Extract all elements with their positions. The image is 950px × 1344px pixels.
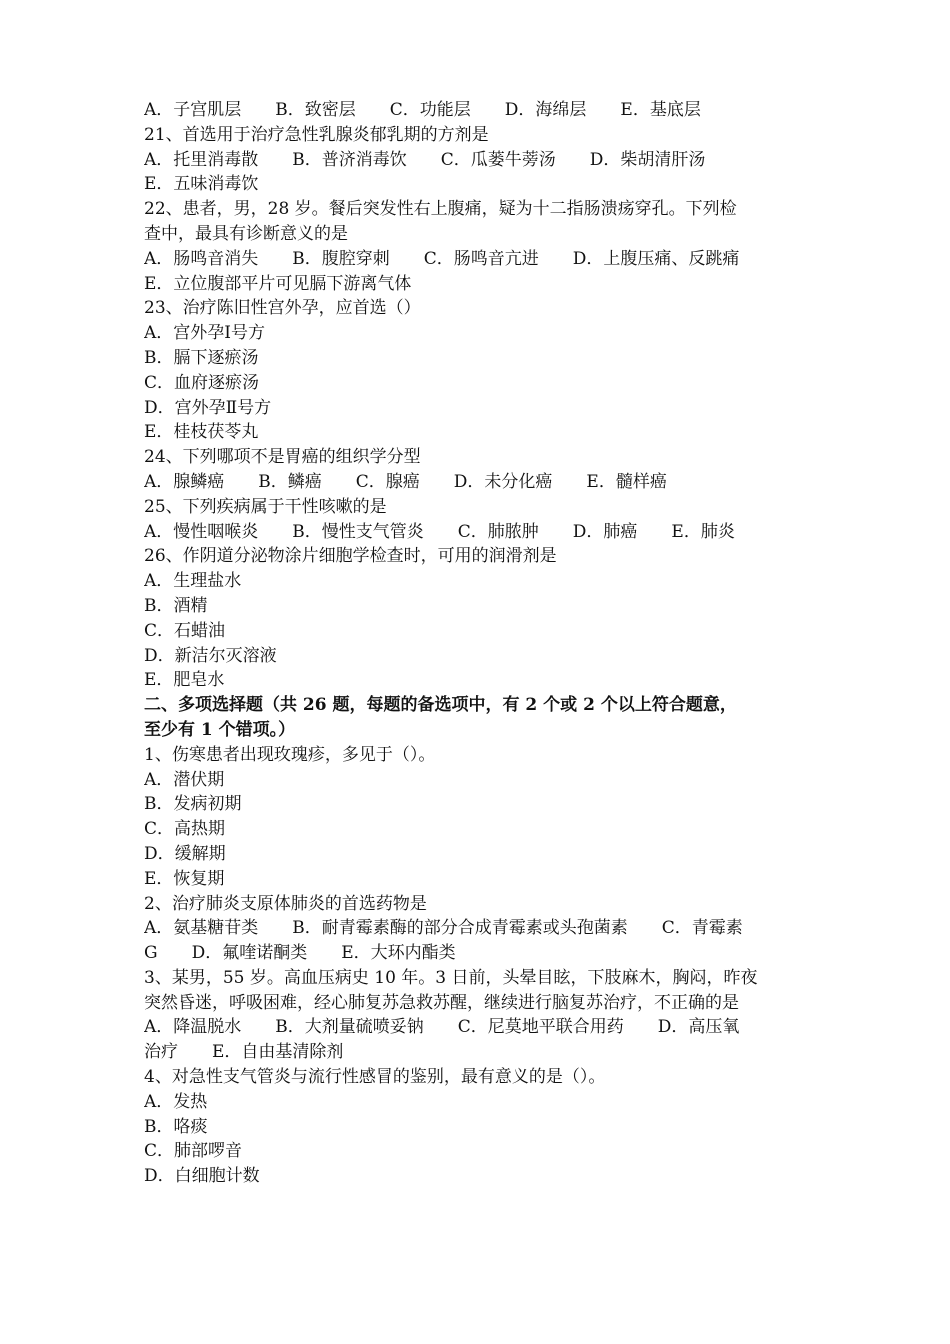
text-line: C．血府逐瘀汤 [144, 372, 260, 393]
text-line: B．膈下逐瘀汤 [144, 347, 259, 368]
text-line: 1、伤寒患者出现玫瑰疹，多见于（）。 [144, 744, 436, 765]
text-line: A．慢性咽喉炎 B．慢性支气管炎 C．肺脓肿 D．肺癌 E．肺炎 [144, 521, 735, 542]
text-line: B．咯痰 [144, 1116, 208, 1137]
document-page [144, 98, 814, 1189]
text-line: D．缓解期 [144, 843, 226, 864]
text-line: 4、对急性支气管炎与流行性感冒的鉴别，最有意义的是（）。 [144, 1067, 606, 1088]
text-line: 21、首选用于治疗急性乳腺炎郁乳期的方剂是 [144, 124, 489, 145]
text-line: 突然昏迷，呼吸困难，经心肺复苏急救苏醒，继续进行脑复苏治疗，不正确的是 [144, 992, 739, 1013]
text-line: E．五味消毒饮 [144, 174, 259, 195]
text-line: 24、下列哪项不是胃癌的组织学分型 [144, 447, 421, 468]
text-line: 治疗 E．自由基清除剂 [144, 1042, 344, 1063]
text-line: C．石蜡油 [144, 620, 226, 641]
text-line: D．白细胞计数 [144, 1166, 260, 1187]
text-line: A．发热 [144, 1091, 208, 1112]
text-line: A．生理盐水 [144, 571, 242, 592]
text-line: E．桂枝茯苓丸 [144, 422, 259, 443]
text-line: 25、下列疾病属于干性咳嗽的是 [144, 496, 387, 517]
text-line: A．降温脱水 B．大剂量硫喷妥钠 C．尼莫地平联合用药 D．高压氧 [144, 1017, 740, 1038]
text-line: A．腺鳞癌 B．鳞癌 C．腺癌 D．未分化癌 E．髓样癌 [144, 471, 667, 492]
text-line: 23、治疗陈旧性宫外孕，应首选（） [144, 298, 421, 319]
text-line: E．肥皂水 [144, 670, 225, 691]
text-line: A．氨基糖苷类 B．耐青霉素酶的部分合成青霉素或头孢菌素 C．青霉素 [144, 918, 743, 939]
text-line: 22、患者，男，28 岁。餐后突发性右上腹痛，疑为十二指肠溃疡穿孔。下列检 [144, 199, 737, 220]
text-line: A．子宫肌层 B．致密层 C．功能层 D．海绵层 E．基底层 [144, 100, 701, 120]
text-line: D．宫外孕Ⅱ号方 [144, 397, 272, 418]
section-heading-line: 至少有 1 个错项。） [144, 719, 296, 740]
text-line: 2、治疗肺炎支原体肺炎的首选药物是 [144, 893, 427, 914]
text-line: G D．氟喹诺酮类 E．大环内酯类 [144, 943, 456, 964]
text-line: A．托里消毒散 B．普济消毒饮 C．瓜蒌牛蒡汤 D．柴胡清肝汤 [144, 149, 706, 170]
text-line: C．高热期 [144, 819, 226, 840]
text-line: A．宫外孕Ⅰ号方 [144, 323, 265, 344]
text-line: 26、作阴道分泌物涂片细胞学检查时，可用的润滑剂是 [144, 546, 557, 567]
text-line: C．肺部啰音 [144, 1141, 243, 1162]
text-line: E．立位腹部平片可见膈下游离气体 [144, 273, 412, 294]
text-line: D．新洁尔灭溶液 [144, 645, 277, 666]
text-line: B．发病初期 [144, 794, 242, 815]
text-line: 3、某男，55 岁。高血压病史 10 年。3 日前，头晕目眩，下肢麻木，胸闷，昨夜 [144, 967, 758, 988]
text-line: 查中，最具有诊断意义的是 [144, 223, 348, 244]
text-line: E．恢复期 [144, 868, 225, 889]
text-line: B．酒精 [144, 595, 208, 616]
text-line: A．肠鸣音消失 B．腹腔穿刺 C．肠鸣音亢进 D．上腹压痛、反跳痛 [144, 248, 740, 269]
section-heading-line: 二、多项选择题（共 26 题，每题的备选项中，有 2 个或 2 个以上符合题意， [144, 695, 737, 716]
text-line: A．潜伏期 [144, 769, 225, 790]
